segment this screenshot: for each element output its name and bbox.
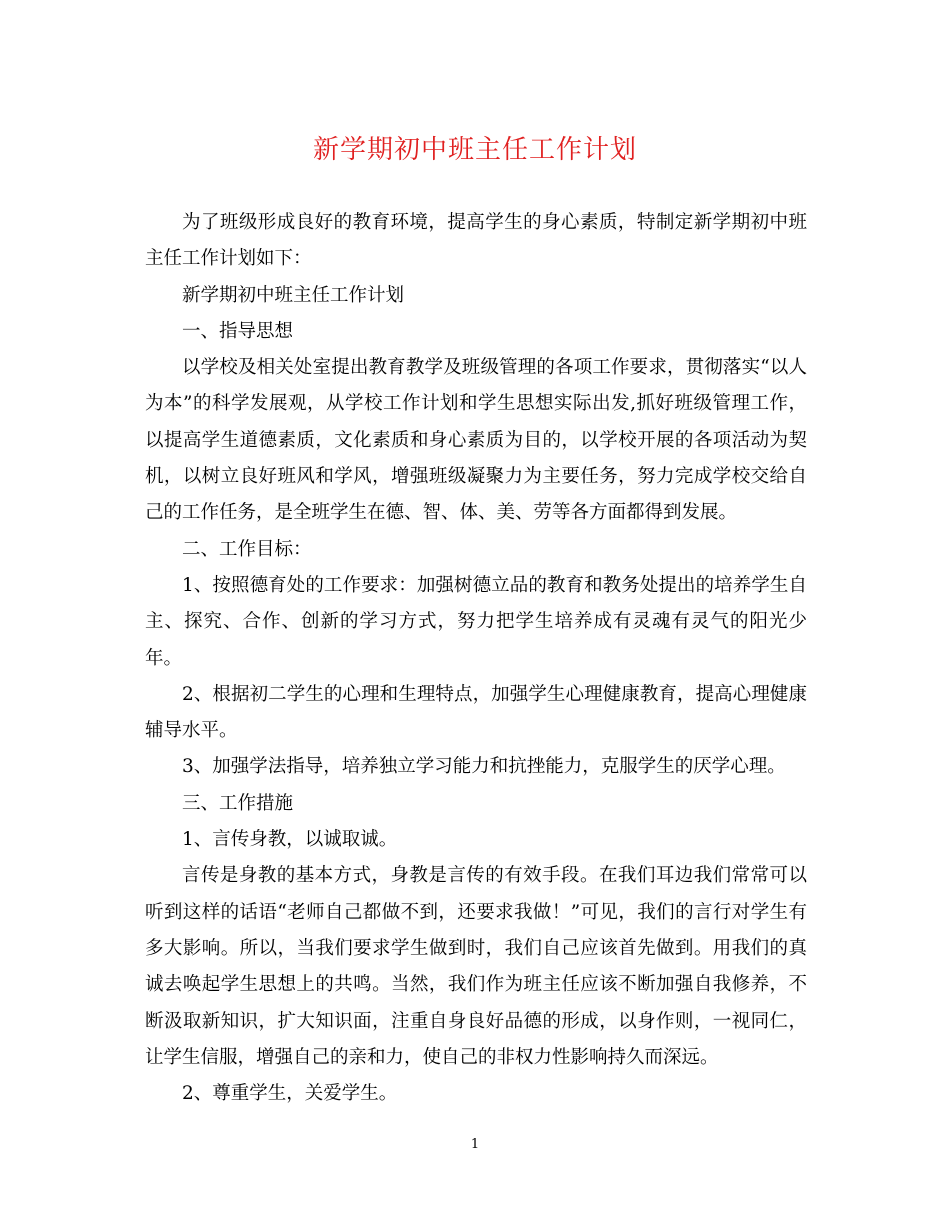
goal-item-2: 2、根据初二学生的心理和生理特点，加强学生心理健康教育，提高心理健康辅导水平。 [145, 683, 807, 742]
document-body [145, 205, 807, 1112]
measure-paragraph-1: 言传是身教的基本方式，身教是言传的有效手段。在我们耳边我们常常可以听到这样的话语“老师自己都做不到，还要求我做！”可见，我们的言行对学生有多大影响。所以，当我们要求学生做到时，我们自己应该首先做到。用我们的真诚去唤起学生思想上的共鸣。当然，我们作为班主任应该不断加强自我修养，不断汲取新知识，扩大知识面，注重自身良好品德的形成，以身作则，一视同仁，让学生信服，增强自己的亲和力，使自己的非权力性影响持久而深远。 [145, 865, 807, 1068]
measure-heading-2: 2、尊重学生，关爱学生。 [182, 1083, 398, 1105]
guiding-thought-paragraph: 以学校及相关处室提出教育教学及班级管理的各项工作要求，贯彻落实“以人为本”的科学发展观，从学校工作计划和学生思想实际出发,抓好班级管理工作，以提高学生道德素质，文化素质和身心素质为目的，以学校开展的各项活动为契机，以树立良好班风和学风，增强班级凝聚力为主要任务，努力完成学校交给自己的工作任务，是全班学生在德、智、体、美、劳等各方面都得到发展。 [145, 357, 807, 524]
section-heading-work-measures: 三、工作措施 [182, 792, 294, 814]
section-heading-work-goals: 二、工作目标： [182, 538, 312, 560]
intro-paragraph: 为了班级形成良好的教育环境，提高学生的身心素质，特制定新学期初中班主任工作计划如下： [145, 212, 807, 270]
goal-item-3: 3、加强学法指导，培养独立学习能力和抗挫能力，克服学生的厌学心理。 [182, 756, 786, 778]
goal-item-1: 1、按照德育处的工作要求：加强树德立品的教育和教务处提出的培养学生自主、探究、合作、创新的学习方式，努力把学生培养成有灵魂有灵气的阳光少年。 [145, 574, 807, 669]
document-title: 新学期初中班主任工作计划 [312, 135, 637, 165]
measure-heading-1: 1、言传身教，以诚取诚。 [182, 829, 398, 851]
section-heading-guiding-thought: 一、指导思想 [182, 320, 294, 342]
page-number: 1 [470, 1137, 480, 1152]
plan-heading: 新学期初中班主任工作计划 [182, 284, 405, 306]
